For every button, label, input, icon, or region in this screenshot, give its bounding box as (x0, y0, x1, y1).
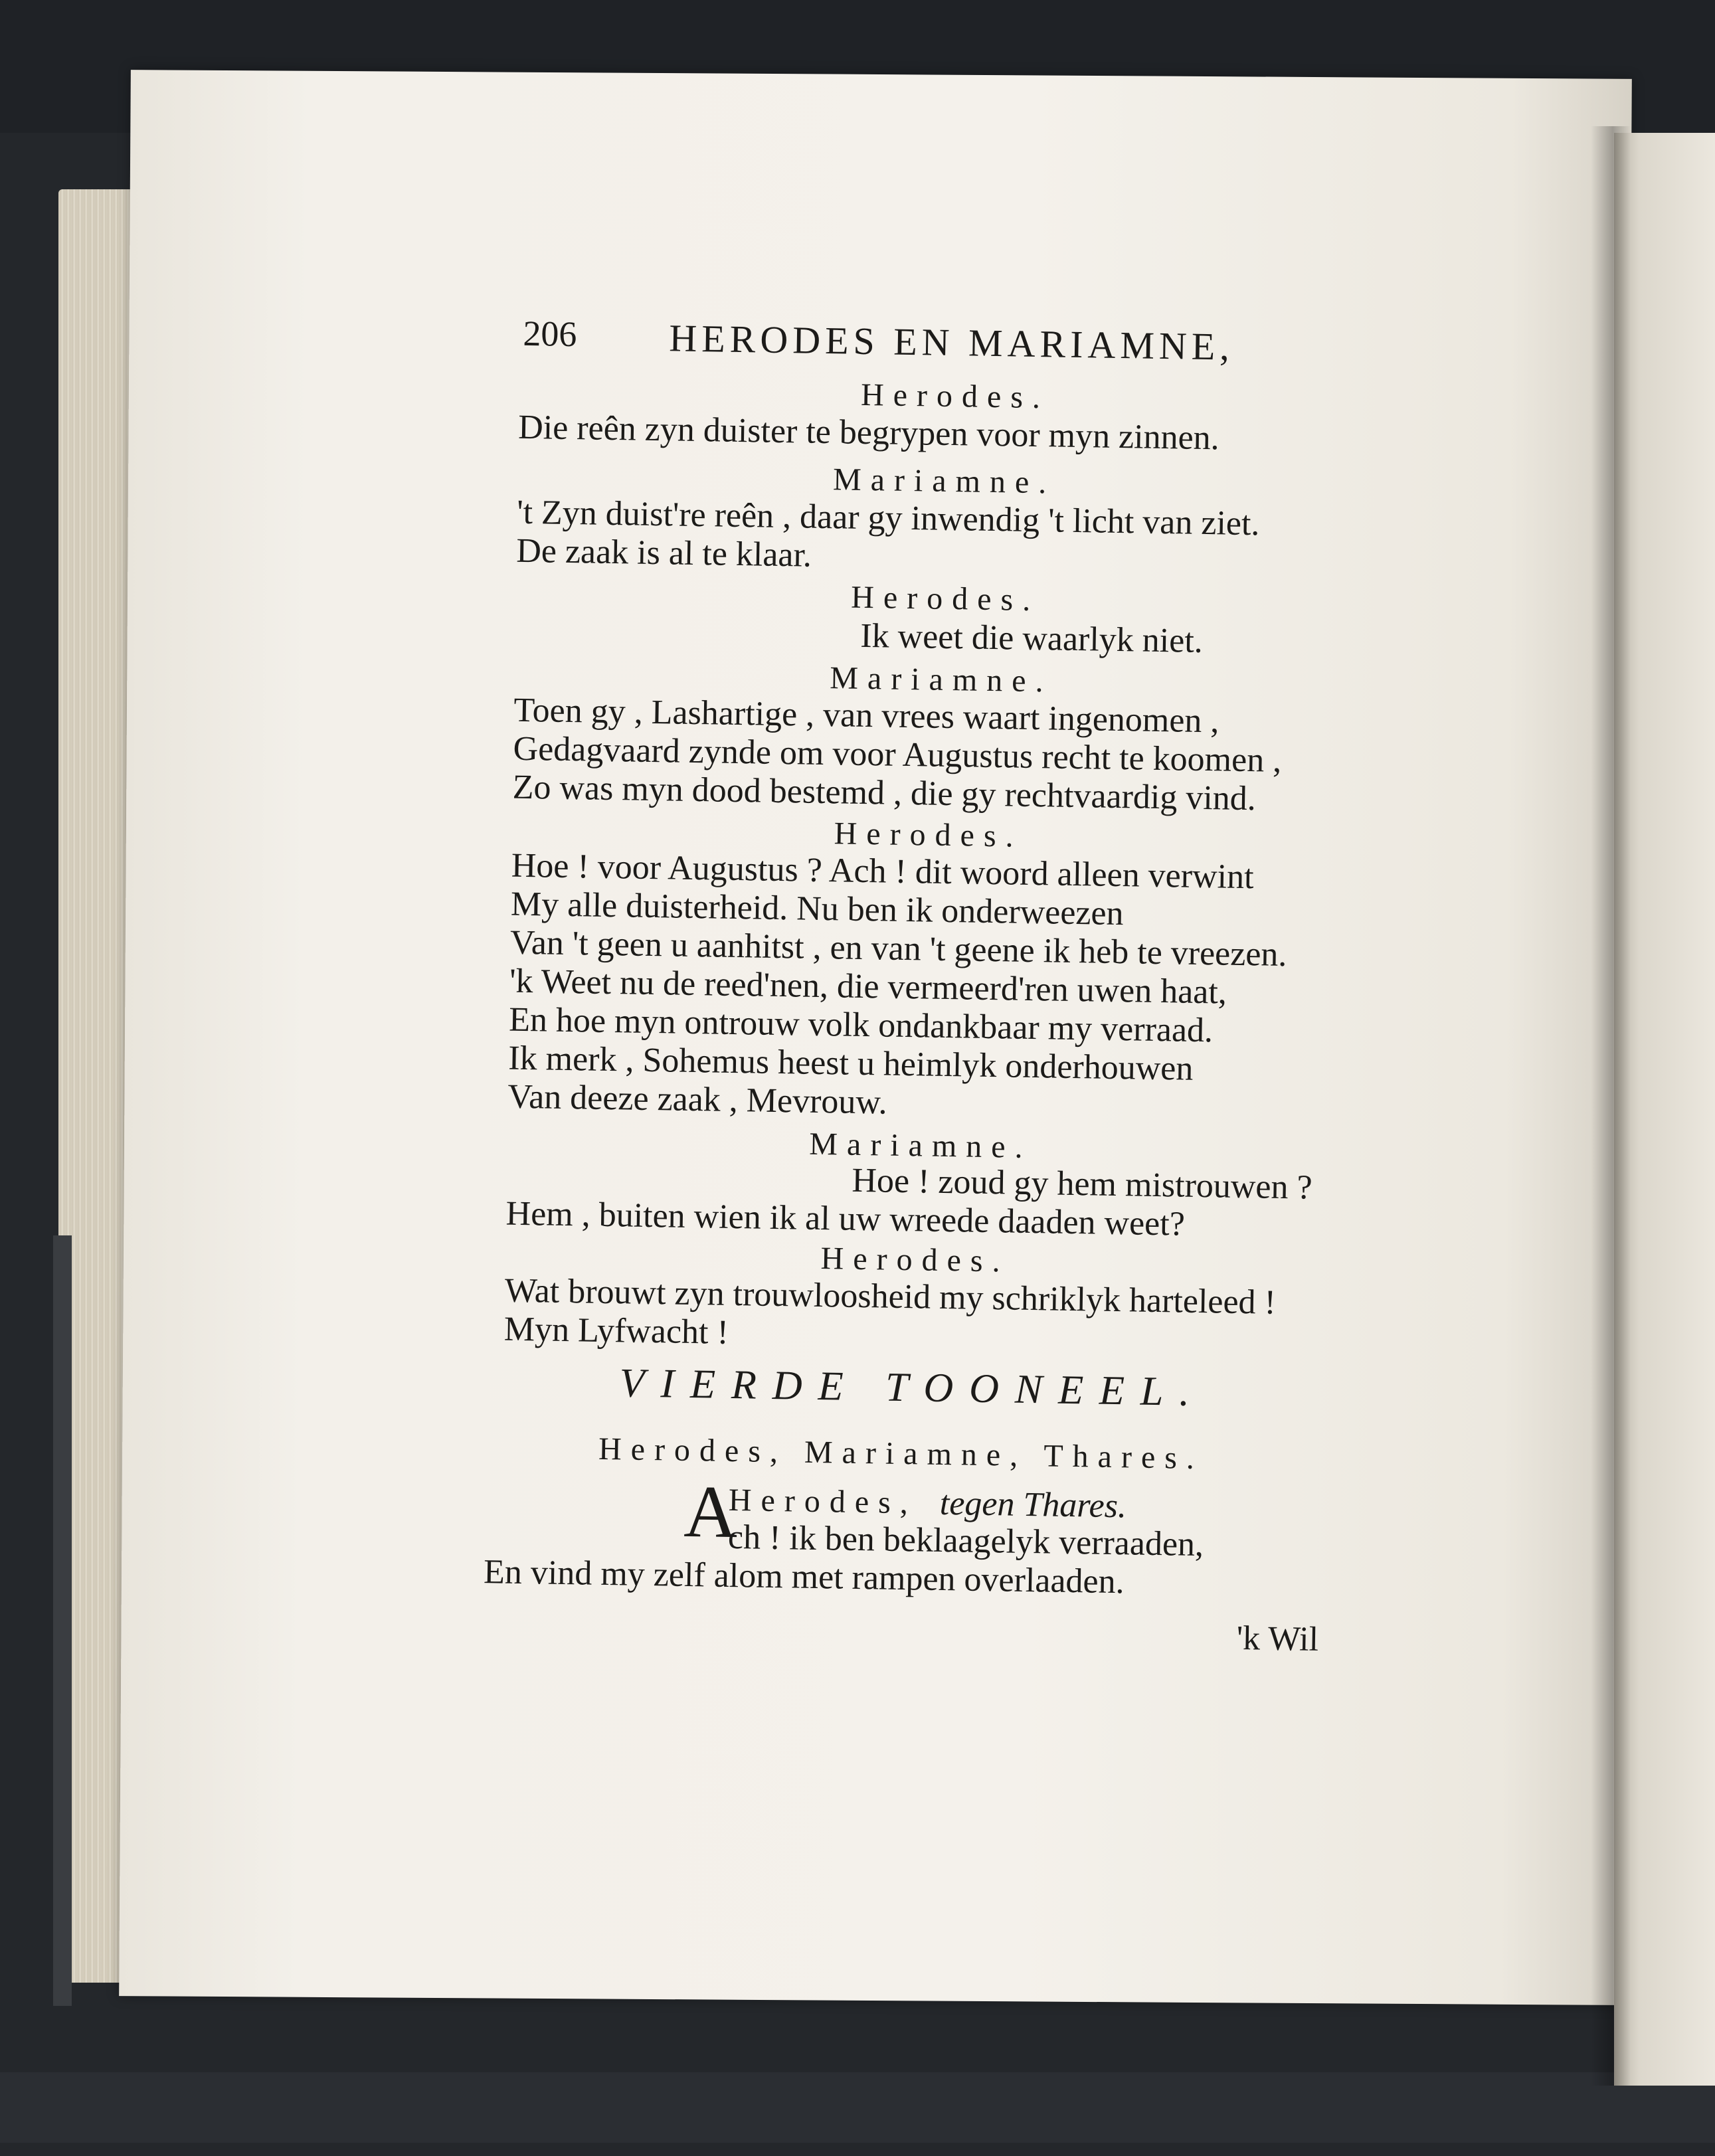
catchword: 'k Wil (1236, 1619, 1319, 1659)
verse-line: My alle duisterheid. Nu ben ik onderweezen (510, 885, 1125, 933)
speaker-name: Herodes. (820, 1241, 1010, 1279)
verse-line: ch ! ik ben beklaagelyk verraaden, (727, 1518, 1204, 1564)
running-title: HERODES EN MARIAMNE, (668, 316, 1235, 369)
page-number: 206 (523, 313, 577, 355)
speaker-name: Mariamne. (832, 462, 1056, 501)
verse-line: Die reên zyn duister te begrypen voor myn zinnen. (517, 408, 1220, 458)
drop-cap: A (683, 1470, 739, 1554)
verse-line: Wat brouwt zyn trouwloosheid my schriklyk harteleed ! (504, 1271, 1277, 1322)
verse-line: Toen gy , Lashartige , van vrees waart ingenomen , (513, 691, 1219, 741)
verse-line: Zo was myn dood bestemd , die gy rechtvaardig vind. (512, 768, 1257, 818)
speaker-name: Herodes. (850, 579, 1040, 618)
scene-cast: Herodes, Mariamne, Thares. (598, 1431, 1204, 1477)
stage-direction: tegen Thares. (939, 1484, 1127, 1526)
verse-line: De zaak is al te klaar. (515, 531, 812, 575)
verse-line: Ik merk , Sohemus heest u heimlyk onderhouwen (507, 1039, 1194, 1088)
speaker-name: Herodes. (860, 377, 1050, 416)
speaker-name: Mariamne. (808, 1126, 1032, 1166)
verse-line: En vind my zelf alom met rampen overlaaden. (483, 1553, 1125, 1601)
verse-line: Hoe ! zoud gy hem mistrouwen ? (852, 1161, 1313, 1207)
verse-line: 't Zyn duist're reên , daar gy inwendig 't licht van ziet. (516, 493, 1260, 543)
verse-line: En hoe myn ontrouw volk ondankbaar my verraad. (508, 1000, 1214, 1050)
verse-line: 'k Weet nu de reed'nen, die vermeerd'ren uwen haat, (509, 962, 1227, 1012)
speaker-name: Herodes. (834, 816, 1024, 854)
speaker-name: Mariamne. (829, 660, 1053, 699)
verse-line: Van deeze zaak , Mevrouw. (507, 1077, 888, 1122)
verse-line: Hem , buiten wien ik al uw wreede daaden weet? (505, 1194, 1186, 1243)
verse-line: Ik weet die waarlyk niet. (859, 616, 1204, 660)
verse-line: Van 't geen u aanhitst , en van 't geene ik heb te vreezen. (509, 923, 1287, 974)
verse-line: Myn Lyfwacht ! (503, 1310, 729, 1352)
scene-heading: VIERDE TOONEEL. (619, 1360, 1206, 1415)
verse-line: Gedagvaard zynde om voor Augustus recht te koomen , (513, 729, 1282, 780)
speaker-name: Herodes, (728, 1482, 918, 1521)
verse-line: Hoe ! voor Augustus ? Ach ! dit woord alleen verwint (511, 846, 1254, 897)
